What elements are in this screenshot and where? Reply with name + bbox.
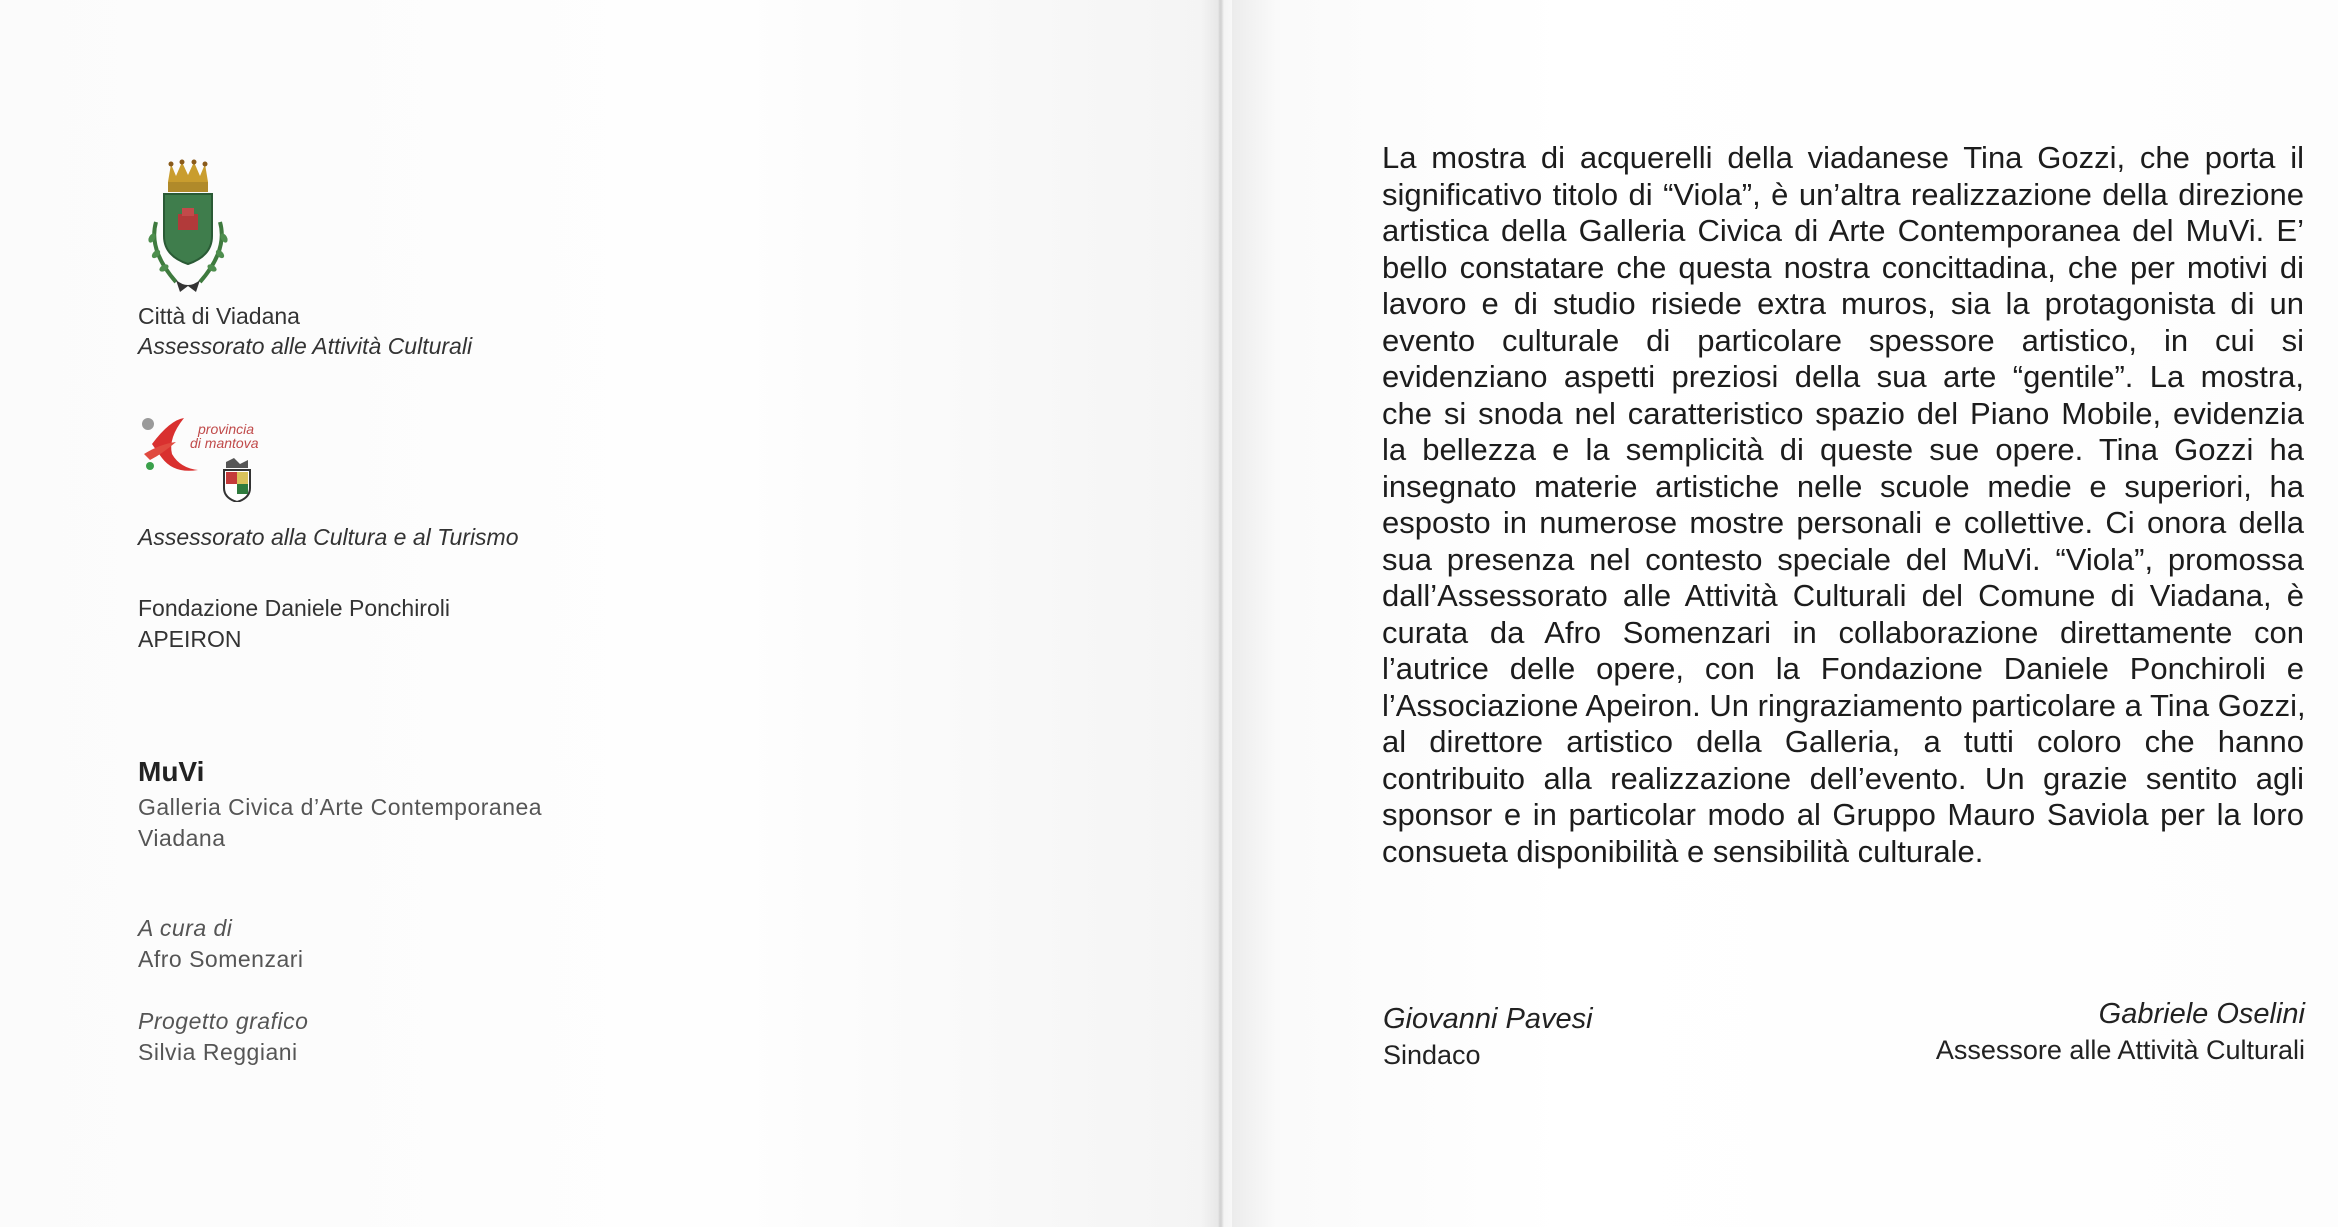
muvi-line-2: Viadana [138, 825, 226, 851]
viadana-crest [138, 158, 238, 298]
body-line: bello constatare che questa nostra concittadina, che per motivi di [1382, 249, 2304, 285]
body-paragraph [1382, 140, 2304, 870]
body-line: curata da Afro Somenzari in collaborazione direttamente con [1382, 614, 2304, 650]
provincia-mantova-logo [140, 414, 270, 514]
curator-label: A cura di [138, 915, 233, 941]
foundation-sub: APEIRON [138, 626, 242, 652]
design-name: Silvia Reggiani [138, 1039, 298, 1065]
signature-right-role: Assessore alle Attività Culturali [1935, 1035, 2305, 1065]
body-line: artistica della Galleria Civica di Arte Contemporanea del MuVi. E’ [1382, 213, 2304, 248]
coat-of-arms-icon [138, 158, 238, 298]
city-department: Assessorato alle Attività Culturali [138, 333, 473, 359]
body-line: dall’Assessorato alle Attività Culturali del Comune di Viadana, è [1382, 578, 2304, 613]
mantova-crest-icon [220, 458, 254, 502]
body-line: sponsor e in particolar modo al Gruppo Mauro Saviola per la loro [1382, 797, 2304, 832]
muvi-line-1: Galleria Civica d’Arte Contemporanea [138, 794, 543, 820]
body-line: evidenziano aspetti preziosi della sua arte “gentile”. La mostra, [1382, 359, 2304, 394]
body-line: sua presenza nel contesto speciale del MuVi. “Viola”, promossa [1382, 541, 2304, 577]
body-line: lavoro e di studio risiede extra muros, sia la protagonista di un [1382, 286, 2304, 321]
body-line: che si snoda nel caratteristico spazio del Piano Mobile, evidenzia [1382, 395, 2304, 431]
body-line: evento culturale di particolare spessore artistico, in cui si [1382, 322, 2304, 358]
signature-right-name: Gabriele Oselini [2098, 998, 2305, 1030]
foundation-name: Fondazione Daniele Ponchiroli [138, 595, 450, 621]
signature-left-role: Sindaco [1383, 1040, 1481, 1070]
body-line: insegnato materie artistiche nelle scuole medie e superiori, ha [1382, 468, 2304, 504]
body-line: contribuito alla realizzazione dell’evento. Un grazie sentito agli [1382, 760, 2304, 796]
curator-name: Afro Somenzari [138, 946, 304, 972]
muvi-title: MuVi [138, 756, 205, 787]
body-line: significativo titolo di “Viola”, è un’altra realizzazione della direzione [1382, 176, 2304, 212]
body-line: La mostra di acquerelli della viadanese Tina Gozzi, che porta il [1382, 140, 2304, 175]
province-department: Assessorato alla Cultura e al Turismo [138, 524, 519, 550]
body-line: l’autrice delle opere, con la Fondazione Daniele Ponchiroli e [1382, 651, 2304, 686]
body-line: consueta disponibilità e sensibilità culturale. [1382, 833, 1984, 869]
city-name: Città di Viadana [138, 303, 300, 329]
body-line: l’Associazione Apeiron. Un ringraziamento particolare a Tina Gozzi, [1382, 687, 2306, 723]
signature-left-name: Giovanni Pavesi [1383, 1003, 1593, 1035]
body-line: al direttore artistico della Galleria, a tutti coloro che hanno [1382, 724, 2304, 759]
design-label: Progetto grafico [138, 1008, 309, 1034]
body-line: esposto in numerose mostre personali e collettive. Ci onora della [1382, 505, 2304, 540]
province-logo-label-1: provincia [198, 421, 255, 437]
body-line: la bellezza e la semplicità di queste sue opere. Tina Gozzi ha [1382, 432, 2304, 467]
province-logo-label-2: di mantova [190, 435, 259, 451]
